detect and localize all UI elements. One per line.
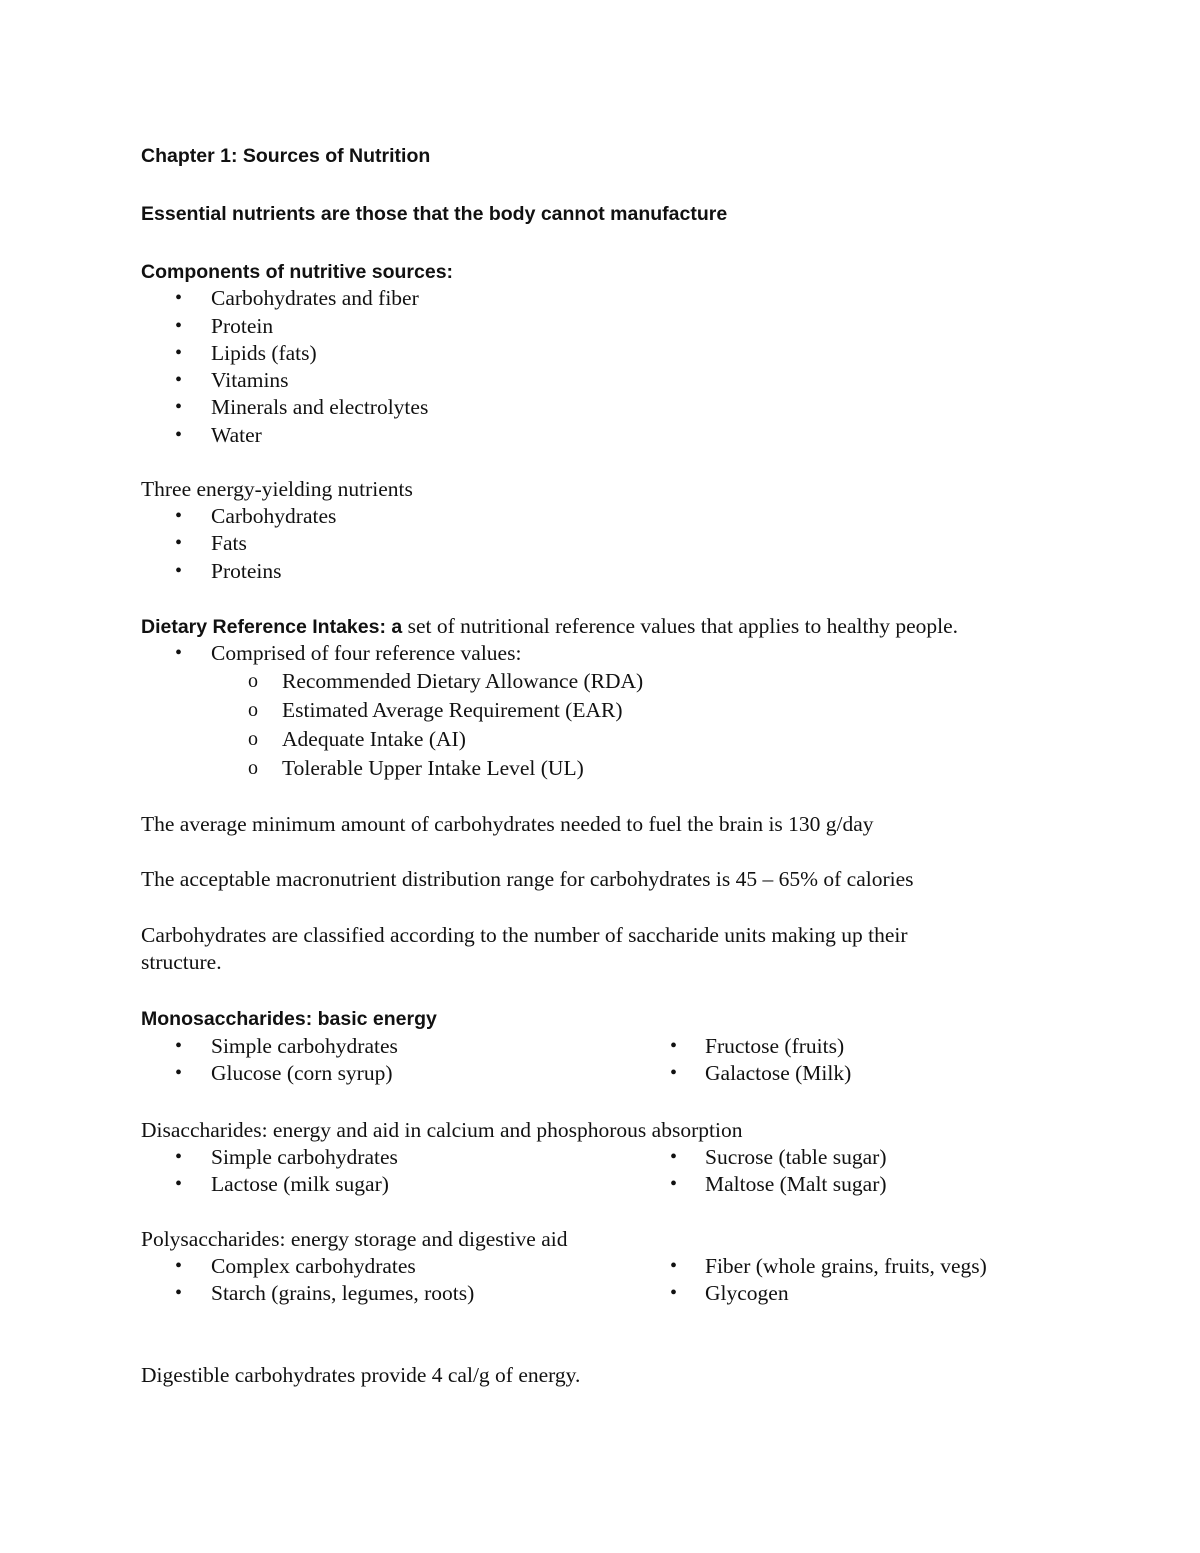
digestible-carbs-fact: Digestible carbohydrates provide 4 cal/g of energy. [141,1363,581,1387]
brain-carb-fact: The average minimum amount of carbohydrates needed to fuel the brain is 130 g/day [141,812,874,836]
dri-term: Dietary Reference Intakes: a [141,616,403,638]
list-item: Fructose (fruits) [705,1034,845,1058]
sub-list-item: Estimated Average Requirement (EAR) [282,698,623,722]
list-item: Carbohydrates and fiber [211,286,419,310]
list-item: Starch (grains, legumes, roots) [211,1281,475,1305]
list-item: Protein [211,314,274,338]
bullet-glyph: • [175,532,183,554]
classification-line-1: Carbohydrates are classified according to the number of saccharide units making up their [141,923,908,947]
bullet-glyph: • [175,1282,183,1304]
dri-definition: set of nutritional reference values that applies to healthy people. [402,614,959,638]
amdr-fact: The acceptable macronutrient distribution range for carbohydrates is 45 – 65% of calories [141,867,914,891]
polysaccharides-title: Polysaccharides: energy storage and digestive aid [141,1227,568,1251]
bullet-glyph: • [175,560,183,582]
sub-bullet-glyph: o [248,670,258,692]
list-item: Minerals and electrolytes [211,395,429,419]
list-item: Maltose (Malt sugar) [705,1172,887,1196]
bullet-glyph: • [670,1035,678,1057]
monosaccharides-title: Monosaccharides: basic energy [141,1008,437,1030]
list-item: Proteins [211,559,282,583]
bullet-glyph: • [175,642,183,664]
bullet-glyph: • [175,315,183,337]
dri-paragraph [141,613,958,641]
bullet-glyph: • [175,369,183,391]
list-item: Glucose (corn syrup) [211,1061,393,1085]
disaccharides-title: Disaccharides: energy and aid in calcium and phosphorous absorption [141,1118,743,1142]
list-item: Fats [211,531,247,555]
sub-bullet-glyph: o [248,757,258,779]
list-item: Simple carbohydrates [211,1034,398,1058]
components-title: Components of nutritive sources: [141,261,454,283]
list-item: Comprised of four reference values: [211,641,522,665]
list-item: Complex carbohydrates [211,1254,416,1278]
list-item: Sucrose (table sugar) [705,1145,887,1169]
list-item: Water [211,423,262,447]
bullet-glyph: • [670,1146,678,1168]
sub-list-item: Tolerable Upper Intake Level (UL) [282,756,584,780]
bullet-glyph: • [175,342,183,364]
list-item: Lipids (fats) [211,341,317,365]
bullet-glyph: • [175,505,183,527]
list-item: Fiber (whole grains, fruits, vegs) [705,1254,987,1278]
list-item: Carbohydrates [211,504,337,528]
list-item: Galactose (Milk) [705,1061,852,1085]
bullet-glyph: • [175,1062,183,1084]
classification-line-2: structure. [141,950,222,974]
sub-list-item: Recommended Dietary Allowance (RDA) [282,669,644,693]
bullet-glyph: • [175,1146,183,1168]
bullet-glyph: • [670,1173,678,1195]
list-item: Glycogen [705,1281,789,1305]
bullet-glyph: • [175,1173,183,1195]
bullet-glyph: • [670,1062,678,1084]
sub-list-item: Adequate Intake (AI) [282,727,466,751]
list-item: Lactose (milk sugar) [211,1172,389,1196]
bullet-glyph: • [175,396,183,418]
essential-nutrients-statement: Essential nutrients are those that the body cannot manufacture [141,203,728,225]
bullet-glyph: • [670,1255,678,1277]
list-item: Simple carbohydrates [211,1145,398,1169]
bullet-glyph: • [175,1255,183,1277]
sub-bullet-glyph: o [248,728,258,750]
bullet-glyph: • [175,424,183,446]
bullet-glyph: • [175,1035,183,1057]
bullet-glyph: • [670,1282,678,1304]
list-item: Vitamins [211,368,289,392]
chapter-heading: Chapter 1: Sources of Nutrition [141,145,431,167]
energy-title: Three energy-yielding nutrients [141,477,413,501]
bullet-glyph: • [175,287,183,309]
sub-bullet-glyph: o [248,699,258,721]
